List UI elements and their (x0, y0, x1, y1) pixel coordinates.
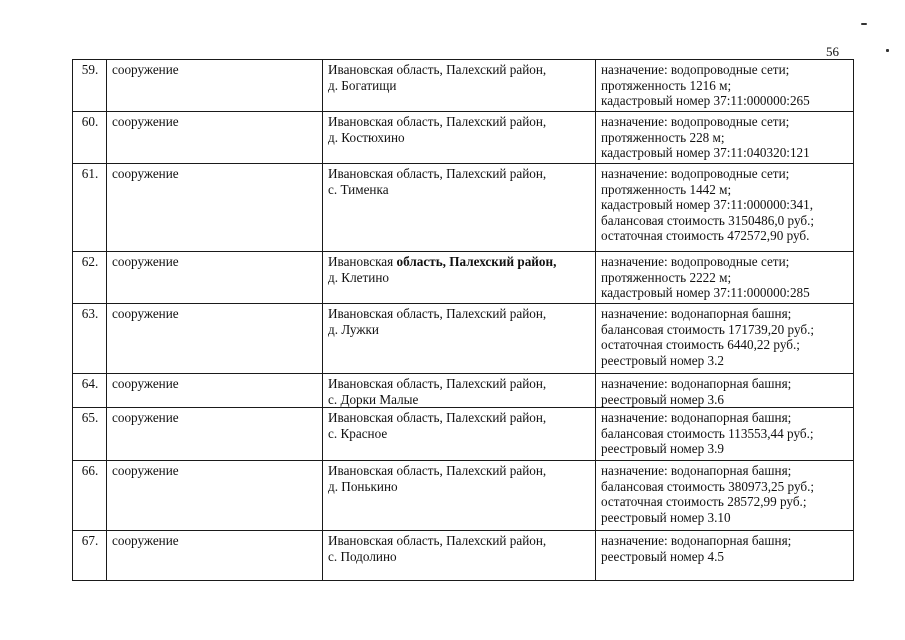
row-number: 63. (73, 304, 107, 374)
object-type: сооружение (107, 252, 323, 304)
detail-line: назначение: водопроводные сети; (601, 166, 790, 181)
address-line: д. Богатищи (328, 77, 397, 93)
object-type: сооружение (107, 408, 323, 461)
object-type: сооружение (107, 374, 323, 408)
object-type: сооружение (107, 112, 323, 164)
detail-line: назначение: водопроводные сети; (601, 254, 790, 269)
address-line: Ивановская область, Палехский район, (328, 533, 547, 549)
table-row (73, 408, 854, 461)
object-address (323, 60, 596, 112)
object-address (323, 374, 596, 408)
address-line: с. Красное (328, 425, 388, 441)
address-line: с. Подолино (328, 548, 397, 564)
object-details (596, 252, 854, 304)
detail-line: назначение: водонапорная башня; (601, 306, 792, 321)
detail-line: протяженность 228 м; (601, 129, 725, 145)
detail-line: балансовая стоимость 3150486,0 руб.; (601, 212, 815, 228)
address-line: Ивановская область, Палехский район, (328, 114, 547, 129)
detail-line: балансовая стоимость 380973,25 руб.; (601, 478, 815, 494)
detail-line: реестровый номер 3.2 (601, 352, 725, 368)
detail-line: назначение: водопроводные сети; (601, 62, 790, 77)
table-row (73, 531, 854, 581)
table-row (73, 461, 854, 531)
object-details (596, 60, 854, 112)
row-number: 67. (73, 531, 107, 581)
object-type: сооружение (107, 60, 323, 112)
object-details (596, 164, 854, 252)
object-type: сооружение (107, 461, 323, 531)
address-line: Ивановская область, Палехский район, (328, 306, 547, 321)
row-number: 66. (73, 461, 107, 531)
table-row (73, 304, 854, 374)
address-line: с. Дорки Малые (328, 391, 419, 407)
table-row (73, 112, 854, 164)
detail-line: реестровый номер 3.9 (601, 441, 725, 457)
object-details (596, 408, 854, 461)
detail-line: протяженность 1442 м; (601, 181, 732, 197)
row-number: 62. (73, 252, 107, 304)
address-part-bold: область, Палехский район, (396, 254, 557, 269)
detail-line: кадастровый номер 37:11:000000:285 (601, 285, 810, 301)
address-line: д. Лужки (328, 321, 379, 337)
object-details (596, 531, 854, 581)
detail-line: реестровый номер 3.10 (601, 509, 731, 525)
detail-line: реестровый номер 3.6 (601, 391, 725, 407)
detail-line: назначение: водонапорная башня; (601, 463, 792, 479)
object-address (323, 408, 596, 461)
object-address (323, 531, 596, 581)
address-line (328, 254, 591, 270)
scan-speck (886, 49, 889, 52)
detail-line: кадастровый номер 37:11:000000:341, (601, 197, 814, 213)
object-type: сооружение (107, 304, 323, 374)
object-details (596, 304, 854, 374)
table-row (73, 374, 854, 408)
row-number: 64. (73, 374, 107, 408)
object-address (323, 164, 596, 252)
table-row (73, 164, 854, 252)
address-line: с. Тименка (328, 181, 389, 197)
row-number: 61. (73, 164, 107, 252)
detail-line: балансовая стоимость 171739,20 руб.; (601, 321, 815, 337)
detail-line: назначение: водопроводные сети; (601, 114, 790, 129)
object-address (323, 252, 596, 304)
detail-line: остаточная стоимость 28572,99 руб.; (601, 494, 807, 510)
object-details (596, 374, 854, 408)
address-line: д. Костюхино (328, 129, 405, 145)
object-details (596, 112, 854, 164)
address-line: д. Клетино (328, 269, 390, 285)
object-type: сооружение (107, 531, 323, 581)
address-line: Ивановская область, Палехский район, (328, 166, 547, 181)
detail-line: кадастровый номер 37:11:000000:265 (601, 93, 810, 109)
address-line: Ивановская область, Палехский район, (328, 376, 547, 391)
address-line: Ивановская область, Палехский район, (328, 62, 547, 77)
object-address (323, 112, 596, 164)
address-part: Ивановская (328, 254, 397, 269)
detail-line: протяженность 2222 м; (601, 269, 732, 285)
row-number: 59. (73, 60, 107, 112)
row-number: 65. (73, 408, 107, 461)
detail-line: назначение: водонапорная башня; (601, 376, 792, 391)
detail-line: назначение: водонапорная башня; (601, 410, 792, 426)
scan-speck (861, 23, 867, 25)
page-number: 56 (826, 44, 839, 59)
object-type: сооружение (107, 164, 323, 252)
row-number: 60. (73, 112, 107, 164)
object-address (323, 461, 596, 531)
address-line: Ивановская область, Палехский район, (328, 410, 547, 426)
address-line: Ивановская область, Палехский район, (328, 463, 547, 479)
detail-line: балансовая стоимость 113553,44 руб.; (601, 425, 814, 441)
table-row (73, 60, 854, 112)
table-row (73, 252, 854, 304)
detail-line: реестровый номер 4.5 (601, 548, 725, 564)
detail-line: назначение: водонапорная башня; (601, 533, 792, 549)
object-details (596, 461, 854, 531)
detail-line: протяженность 1216 м; (601, 77, 732, 93)
detail-line: кадастровый номер 37:11:040320:121 (601, 145, 810, 161)
property-registry-table (72, 59, 854, 581)
detail-line: остаточная стоимость 6440,22 руб.; (601, 337, 800, 353)
object-address (323, 304, 596, 374)
detail-line: остаточная стоимость 472572,90 руб. (601, 228, 810, 244)
address-line: д. Понькино (328, 478, 398, 494)
